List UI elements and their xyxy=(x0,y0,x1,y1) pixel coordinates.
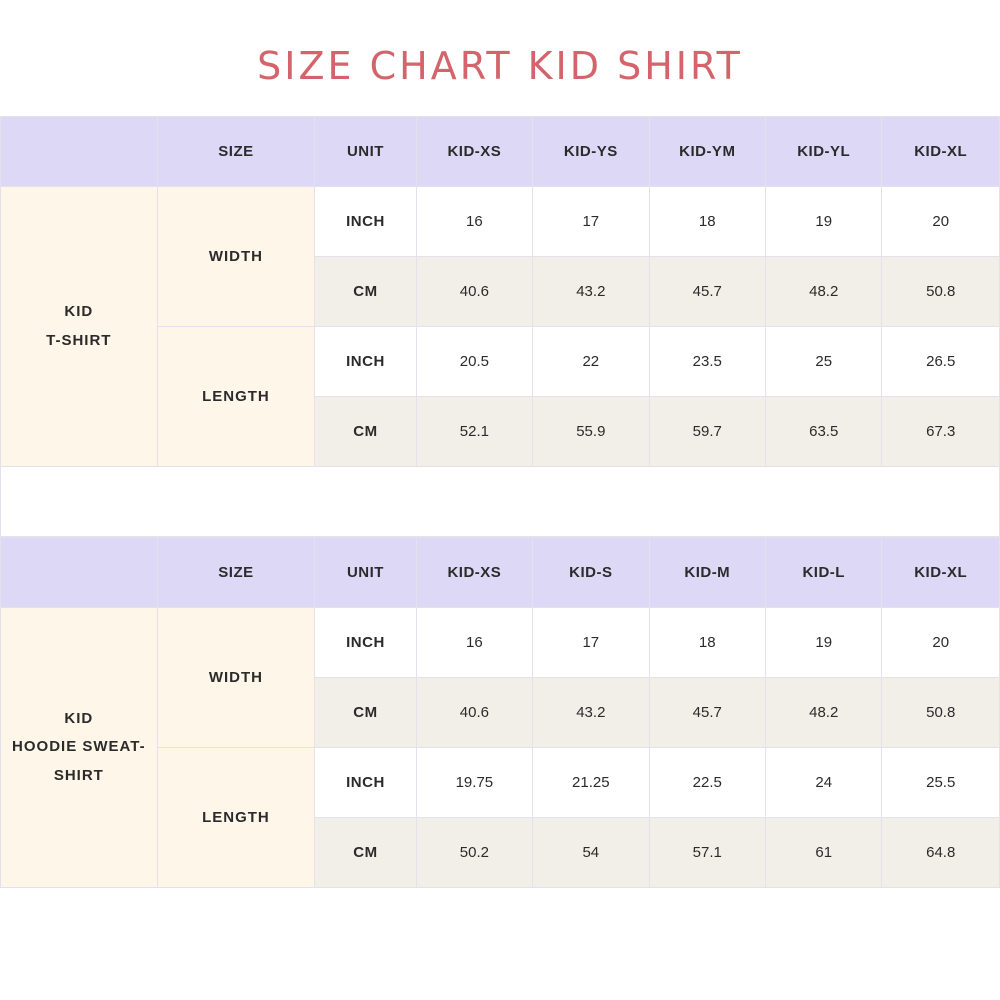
value-cell: 25.5 xyxy=(882,748,1000,818)
value-cell: 18 xyxy=(649,187,765,257)
value-cell: 19.75 xyxy=(416,748,532,818)
category-line-1: KID xyxy=(64,709,94,727)
header-kid-xl: KID-XL xyxy=(882,117,1000,187)
header-kid-m: KID-M xyxy=(649,538,765,608)
unit-inch: INCH xyxy=(315,748,416,818)
value-cell: 45.7 xyxy=(649,257,765,327)
value-cell: 20 xyxy=(882,187,1000,257)
header-kid-xl: KID-XL xyxy=(882,538,1000,608)
value-cell: 55.9 xyxy=(533,397,649,467)
value-cell: 50.8 xyxy=(882,257,1000,327)
table-gap-row xyxy=(1,467,1000,537)
value-cell: 45.7 xyxy=(649,678,765,748)
value-cell: 64.8 xyxy=(882,818,1000,888)
unit-inch: INCH xyxy=(315,187,416,257)
value-cell: 48.2 xyxy=(766,257,882,327)
value-cell: 54 xyxy=(533,818,649,888)
dimension-length: LENGTH xyxy=(157,748,315,888)
page-title: SIZE CHART KID SHIRT xyxy=(257,44,743,88)
value-cell: 61 xyxy=(766,818,882,888)
header-kid-ys: KID-YS xyxy=(533,117,649,187)
value-cell: 40.6 xyxy=(416,678,532,748)
header-blank xyxy=(1,117,158,187)
category-label xyxy=(1,187,158,467)
value-cell: 67.3 xyxy=(882,397,1000,467)
value-cell: 25 xyxy=(766,327,882,397)
unit-inch: INCH xyxy=(315,608,416,678)
unit-inch: INCH xyxy=(315,327,416,397)
header-blank xyxy=(1,538,158,608)
category-label xyxy=(1,608,158,888)
value-cell: 17 xyxy=(533,608,649,678)
value-cell: 50.2 xyxy=(416,818,532,888)
value-cell: 18 xyxy=(649,608,765,678)
value-cell: 19 xyxy=(766,187,882,257)
dimension-width: WIDTH xyxy=(157,187,315,327)
value-cell: 43.2 xyxy=(533,678,649,748)
kid-hoodie-size-table xyxy=(0,537,1000,888)
unit-cm: CM xyxy=(315,678,416,748)
category-line-1: KID xyxy=(64,303,94,320)
value-cell: 24 xyxy=(766,748,882,818)
value-cell: 22 xyxy=(533,327,649,397)
value-cell: 43.2 xyxy=(533,257,649,327)
value-cell: 63.5 xyxy=(766,397,882,467)
unit-cm: CM xyxy=(315,818,416,888)
value-cell: 21.25 xyxy=(533,748,649,818)
value-cell: 22.5 xyxy=(649,748,765,818)
value-cell: 16 xyxy=(416,608,532,678)
table-header-row xyxy=(1,538,1000,608)
category-line-2: T-SHIRT xyxy=(46,331,112,349)
header-kid-xs: KID-XS xyxy=(416,538,532,608)
table-row xyxy=(1,608,1000,678)
dimension-length: LENGTH xyxy=(157,327,315,467)
value-cell: 19 xyxy=(766,608,882,678)
header-kid-ym: KID-YM xyxy=(649,117,765,187)
header-size: SIZE xyxy=(157,117,315,187)
table-header-row xyxy=(1,117,1000,187)
value-cell: 57.1 xyxy=(649,818,765,888)
header-kid-s: KID-S xyxy=(533,538,649,608)
kid-tshirt-size-table xyxy=(0,116,1000,537)
value-cell: 17 xyxy=(533,187,649,257)
header-kid-l: KID-L xyxy=(766,538,882,608)
category-line-2: HOODIE SWEAT-SHIRT xyxy=(12,738,146,784)
header-kid-yl: KID-YL xyxy=(766,117,882,187)
value-cell: 20 xyxy=(882,608,1000,678)
value-cell: 59.7 xyxy=(649,397,765,467)
unit-cm: CM xyxy=(315,397,416,467)
value-cell: 16 xyxy=(416,187,532,257)
dimension-width: WIDTH xyxy=(157,608,315,748)
value-cell: 20.5 xyxy=(416,327,532,397)
value-cell: 26.5 xyxy=(882,327,1000,397)
header-kid-xs: KID-XS xyxy=(416,117,532,187)
header-unit: UNIT xyxy=(315,538,416,608)
unit-cm: CM xyxy=(315,257,416,327)
value-cell: 48.2 xyxy=(766,678,882,748)
value-cell: 50.8 xyxy=(882,678,1000,748)
value-cell: 23.5 xyxy=(649,327,765,397)
header-unit: UNIT xyxy=(315,117,416,187)
value-cell: 40.6 xyxy=(416,257,532,327)
table-row xyxy=(1,187,1000,257)
table-gap xyxy=(1,467,1000,537)
header-size: SIZE xyxy=(157,538,315,608)
value-cell: 52.1 xyxy=(416,397,532,467)
